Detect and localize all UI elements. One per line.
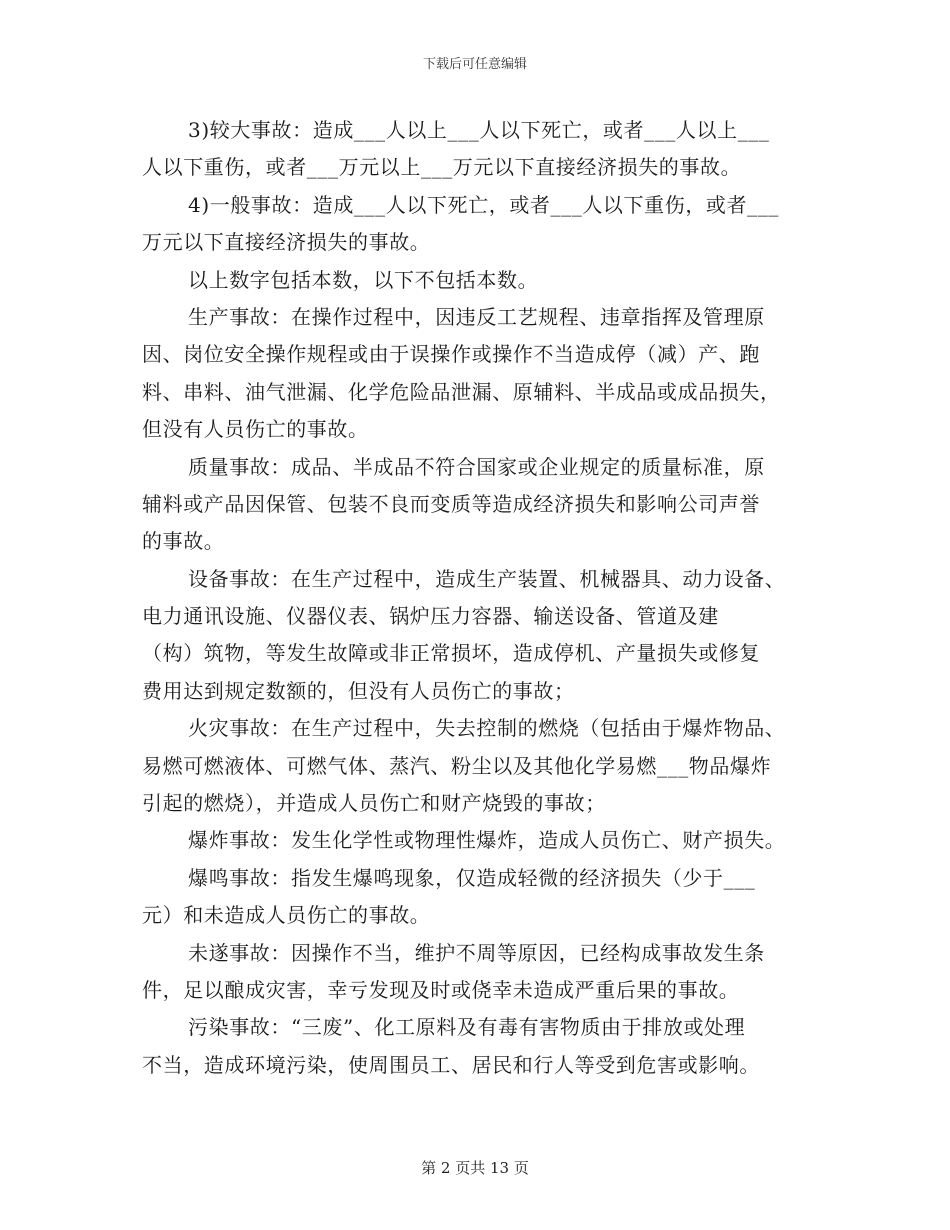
text-line: 污染事故：“三废”、化工原料及有毒有害物质由于排放或处理	[188, 1015, 746, 1040]
header-note: 下载后可任意编辑	[422, 57, 527, 72]
text-line: 件，足以酿成灾害，幸亏发现及时或侥幸未造成严重后果的事故。	[142, 977, 740, 1002]
text-line: 生产事故：在操作过程中，因违反工艺规程、违章指挥及管理原	[188, 304, 765, 329]
text-line: 辅料或产品因保管、包装不良而变质等造成经济损失和影响公司声誉	[142, 491, 760, 516]
text-line: 因、岗位安全操作规程或由于误操作或操作不当造成停（减）产、跑	[142, 342, 760, 367]
text-line: 万元以下直接经济损失的事故。	[142, 230, 431, 255]
text-line: 料、串料、油气泄漏、化学危险品泄漏、原辅料、半成品或成品损失，	[142, 379, 781, 404]
text-line: 火灾事故：在生产过程中，失去控制的燃烧（包括由于爆炸物品、	[188, 716, 786, 741]
text-line: 3)较大事故：造成___人以上___人以下死亡，或者___人以上___	[188, 118, 770, 142]
text-line: 未遂事故：因操作不当，维护不周等原因，已经构成事故发生条	[188, 940, 765, 965]
page-number: 第 2 页共 13 页	[421, 1159, 529, 1177]
text-line: 爆炸事故：发生化学性或物理性爆炸，造成人员伤亡、财产损失。	[188, 828, 786, 853]
text-line: 以上数字包括本数，以下不包括本数。	[188, 267, 539, 292]
text-line: 质量事故：成品、半成品不符合国家或企业规定的质量标准，原	[188, 454, 765, 479]
text-line: 不当，造成环境污染，使周围员工、居民和行人等受到危害或影响。	[142, 1052, 760, 1077]
text-line: 设备事故：在生产过程中，造成生产装置、机械器具、动力设备、	[188, 566, 786, 591]
text-line: 易燃可燃液体、可燃气体、蒸汽、粉尘以及其他化学易燃___物品爆炸	[142, 753, 772, 778]
text-line: 引起的燃烧），并造成人员伤亡和财产烧毁的事故；	[142, 791, 606, 816]
text-line: 元）和未造成人员伤亡的事故。	[142, 903, 431, 928]
text-line: 电力通讯设施、仪器仪表、锅炉压力容器、输送设备、管道及建	[142, 604, 719, 629]
text-line: （构）筑物，等发生故障或非正常损坏，造成停机、产量损失或修复	[142, 641, 760, 666]
body-text	[142, 112, 810, 1084]
text-line: 4)一般事故：造成___人以下死亡，或者___人以下重伤，或者___	[188, 192, 779, 217]
text-line: 爆鸣事故：指发生爆鸣现象，仅造成轻微的经济损失（少于___	[188, 865, 756, 890]
text-line: 的事故。	[142, 529, 225, 554]
text-line: 费用达到规定数额的，但没有人员伤亡的事故；	[142, 678, 575, 703]
text-line: 但没有人员伤亡的事故。	[142, 417, 369, 442]
text-line: 人以下重伤，或者___万元以上___万元以下直接经济损失的事故。	[142, 155, 742, 180]
